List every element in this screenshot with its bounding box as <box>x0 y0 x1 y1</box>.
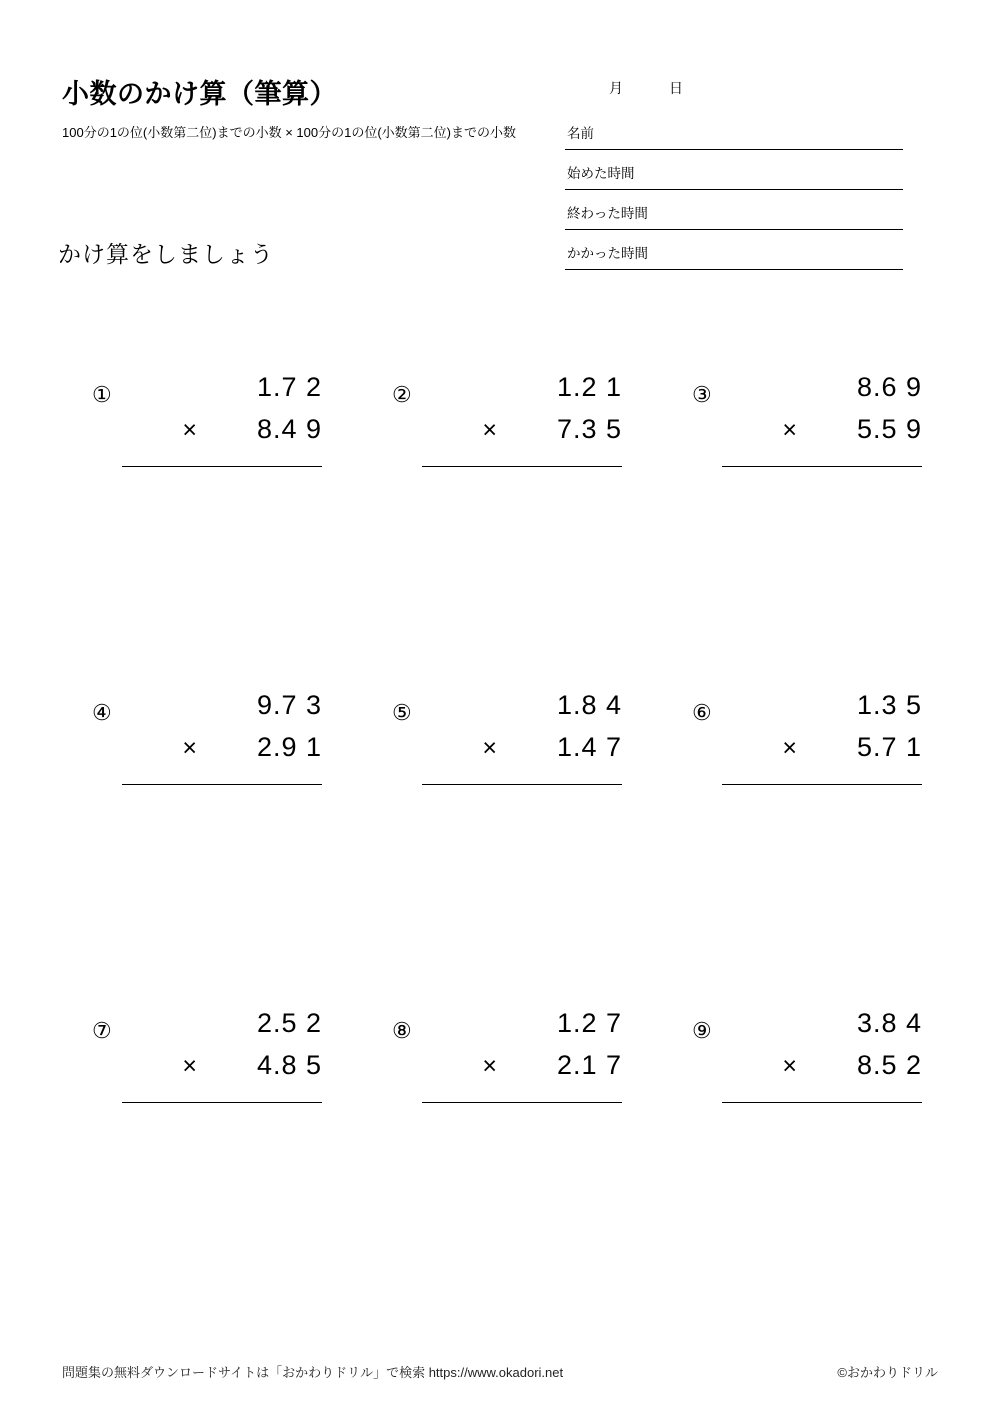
multiplicand-line <box>122 1008 322 1050</box>
start-time-field-row[interactable] <box>565 150 903 190</box>
student-info-box <box>565 78 903 270</box>
multiplicand-line <box>722 1008 922 1050</box>
problem-calculation <box>422 1008 622 1103</box>
problem-item <box>370 1008 670 1128</box>
multiplicand: 9.7 3 <box>256 690 322 720</box>
problem-item <box>70 372 370 492</box>
multiplier: 8.5 2 <box>856 1050 922 1080</box>
multiply-sign: × <box>482 416 498 444</box>
multiplier-line <box>722 414 922 467</box>
day-label: 日 <box>669 80 683 96</box>
multiply-sign: × <box>182 734 198 762</box>
problem-calculation <box>722 372 922 467</box>
multiplicand: 1.8 4 <box>556 690 622 720</box>
multiplier: 4.8 5 <box>256 1050 322 1080</box>
multiplier-line <box>122 414 322 467</box>
problem-calculation <box>122 690 322 785</box>
name-field-row[interactable] <box>565 110 903 150</box>
problem-number: ⑨ <box>692 1018 712 1043</box>
multiplicand-line <box>122 690 322 732</box>
problem-number: ③ <box>692 382 712 407</box>
end-time-label: 終わった時間 <box>567 206 648 221</box>
problem-calculation <box>722 690 922 785</box>
problem-calculation <box>122 1008 322 1103</box>
problem-number: ② <box>392 382 412 407</box>
multiplier: 8.4 9 <box>256 414 322 444</box>
multiplier-line <box>722 1050 922 1103</box>
problem-number: ⑦ <box>92 1018 112 1043</box>
problem-calculation <box>422 372 622 467</box>
problem-number: ① <box>92 382 112 407</box>
problem-item <box>670 1008 970 1128</box>
multiplicand-line <box>422 372 622 414</box>
multiplicand-line <box>722 372 922 414</box>
problem-number: ⑤ <box>392 700 412 725</box>
multiplier: 5.7 1 <box>856 732 922 762</box>
problem-item <box>670 372 970 492</box>
problem-item <box>670 690 970 810</box>
problem-calculation <box>422 690 622 785</box>
multiplier: 5.5 9 <box>856 414 922 444</box>
problem-item <box>70 1008 370 1128</box>
multiply-sign: × <box>782 416 798 444</box>
multiplier-line <box>722 732 922 785</box>
multiply-sign: × <box>782 1052 798 1080</box>
page-title: 小数のかけ算（筆算） <box>62 79 337 109</box>
multiplicand: 1.2 7 <box>556 1008 622 1038</box>
footer-site-note: 問題集の無料ダウンロードサイトは「おかわりドリル」で検索 https://www.okadori.net <box>62 1365 564 1380</box>
multiplier-line <box>422 1050 622 1103</box>
multiplicand-line <box>422 690 622 732</box>
multiplicand: 1.3 5 <box>856 690 922 720</box>
multiplicand: 1.2 1 <box>556 372 622 402</box>
month-label: 月 <box>609 80 623 96</box>
problem-row <box>0 1008 1000 1326</box>
multiply-sign: × <box>482 734 498 762</box>
multiplier-line <box>122 1050 322 1103</box>
problem-row <box>0 372 1000 690</box>
date-row <box>565 78 903 110</box>
problem-item <box>370 372 670 492</box>
multiplicand-line <box>422 1008 622 1050</box>
multiplier-line <box>122 732 322 785</box>
problem-item <box>370 690 670 810</box>
elapsed-time-label: かかった時間 <box>567 246 648 261</box>
multiply-sign: × <box>182 416 198 444</box>
multiplicand: 3.8 4 <box>856 1008 922 1038</box>
name-field-label: 名前 <box>567 126 594 141</box>
problem-calculation <box>122 372 322 467</box>
multiplicand: 1.7 2 <box>256 372 322 402</box>
problem-row <box>0 690 1000 1008</box>
multiplicand-line <box>722 690 922 732</box>
page-subtitle: 100分の1の位(小数第二位)までの小数 × 100分の1の位(小数第二位)までの小数 <box>62 125 516 140</box>
multiplicand-line <box>122 372 322 414</box>
start-time-label: 始めた時間 <box>567 166 635 181</box>
problem-item <box>70 690 370 810</box>
end-time-field-row[interactable] <box>565 190 903 230</box>
instruction-text: かけ算をしましょう <box>58 241 274 267</box>
multiplier-line <box>422 732 622 785</box>
problem-calculation <box>722 1008 922 1103</box>
footer-copyright: ©おかわりドリル <box>837 1365 938 1380</box>
elapsed-time-field-row[interactable] <box>565 230 903 270</box>
multiply-sign: × <box>482 1052 498 1080</box>
multiplier: 2.1 7 <box>556 1050 622 1080</box>
multiplicand: 2.5 2 <box>256 1008 322 1038</box>
multiplicand: 8.6 9 <box>856 372 922 402</box>
multiplier-line <box>422 414 622 467</box>
multiply-sign: × <box>782 734 798 762</box>
problem-grid <box>0 372 1000 1326</box>
problem-number: ④ <box>92 700 112 725</box>
multiply-sign: × <box>182 1052 198 1080</box>
problem-number: ⑥ <box>692 700 712 725</box>
multiplier: 1.4 7 <box>556 732 622 762</box>
multiplier: 7.3 5 <box>556 414 622 444</box>
multiplier: 2.9 1 <box>256 732 322 762</box>
problem-number: ⑧ <box>392 1018 412 1043</box>
